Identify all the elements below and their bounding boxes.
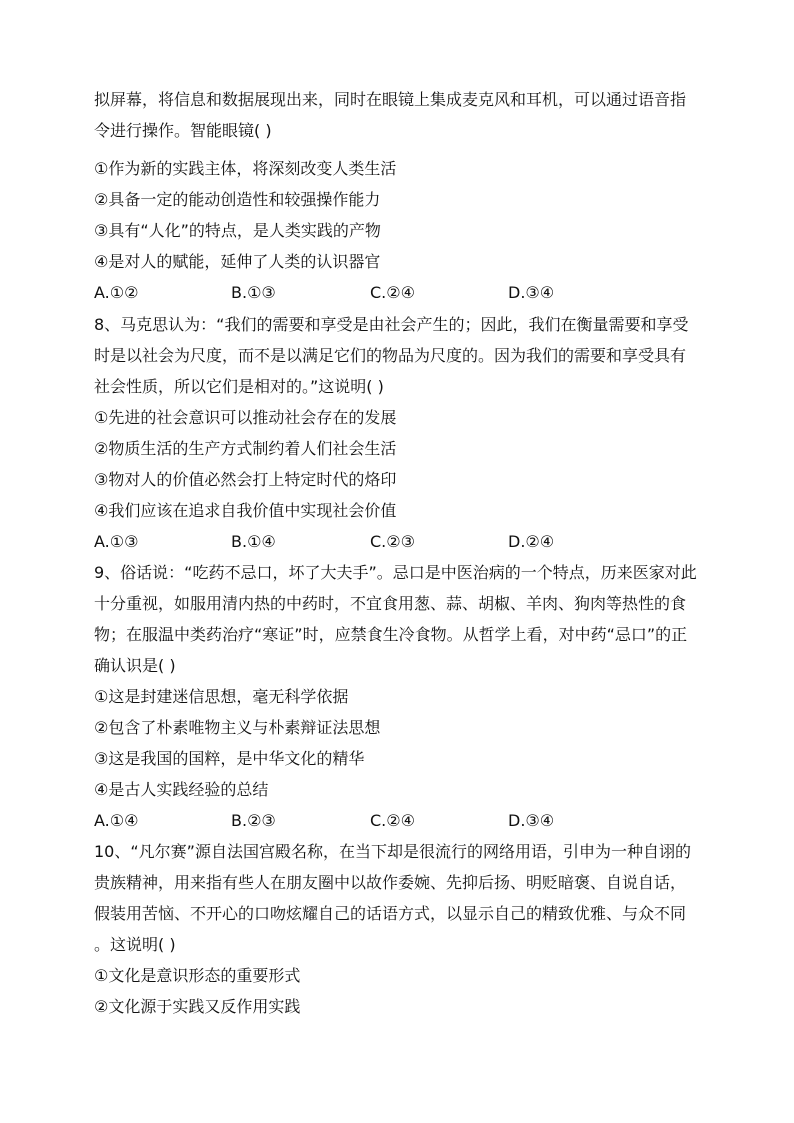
q8-stem-line-2: 时是以社会为尺度，而不是以满足它们的物品为尺度的。因为我们的需要和享受具有 xyxy=(94,346,687,365)
q7-option-d: D.③④ xyxy=(508,283,555,302)
q7-statement-3: ③具有“人化”的特点，是人类实践的产物 xyxy=(94,221,381,240)
q9-statement-2: ②包含了朴素唯物主义与朴素辩证法思想 xyxy=(94,718,381,737)
q10-statement-1: ①文化是意识形态的重要形式 xyxy=(94,966,301,985)
q9-stem-line-4: 确认识是( ) xyxy=(94,656,176,675)
q8-option-d: D.②④ xyxy=(508,532,555,551)
q9-option-c: C.②④ xyxy=(370,811,415,830)
q9-option-a: A.①④ xyxy=(94,811,139,830)
q8-statement-4: ④我们应该在追求自我价值中实现社会价值 xyxy=(94,501,397,520)
q10-stem-line-2: 贵族精神，用来指有些人在朋友圈中以故作委婉、先抑后扬、明贬暗褒、自说自话， xyxy=(94,873,687,892)
q7-statement-2: ②具备一定的能动创造性和较强操作能力 xyxy=(94,190,381,209)
q9-stem-line-2: 十分重视，如服用清内热的中药时，不宜食用葱、蒜、胡椒、羊肉、狗肉等热性的食 xyxy=(94,594,687,613)
q8-stem-line-1: 8、马克思认为：“我们的需要和享受是由社会产生的；因此，我们在衡量需要和享受 xyxy=(94,315,689,334)
q8-option-a: A.①③ xyxy=(94,532,139,551)
q8-options xyxy=(94,530,614,554)
q7-options xyxy=(94,281,614,305)
q7-statement-4: ④是对人的赋能，延伸了人类的认识器官 xyxy=(94,252,381,271)
q9-statement-1: ①这是封建迷信思想，毫无科学依据 xyxy=(94,687,349,706)
q10-stem-line-1: 10、“凡尔赛”源自法国宫殿名称，在当下却是很流行的网络用语，引申为一种自诩的 xyxy=(94,842,691,861)
q8-statement-2: ②物质生活的生产方式制约着人们社会生活 xyxy=(94,439,397,458)
q7-stem-line-1: 拟屏幕，将信息和数据展现出来，同时在眼镜上集成麦克风和耳机，可以通过语音指 xyxy=(94,90,687,109)
q10-stem-line-4: 。这说明( ) xyxy=(94,935,176,954)
q9-option-d: D.③④ xyxy=(508,811,555,830)
q8-statement-3: ③物对人的价值必然会打上特定时代的烙印 xyxy=(94,470,397,489)
q7-option-b: B.①③ xyxy=(231,283,276,302)
q8-option-b: B.①④ xyxy=(231,532,276,551)
q10-statement-2: ②文化源于实践又反作用实践 xyxy=(94,997,301,1016)
q9-option-b: B.②③ xyxy=(231,811,276,830)
q9-stem-line-1: 9、俗话说：“吃药不忌口，坏了大夫手”。忌口是中医治病的一个特点，历来医家对此 xyxy=(94,563,697,582)
q10-stem-line-3: 假装用苦恼、不开心的口吻炫耀自己的话语方式，以显示自己的精致优雅、与众不同 xyxy=(94,904,687,923)
q9-stem-line-3: 物；在服温中类药治疗“寒证”时，应禁食生冷食物。从哲学上看，对中药“忌口”的正 xyxy=(94,625,688,644)
q9-statement-3: ③这是我国的国粹，是中华文化的精华 xyxy=(94,749,365,768)
q9-statement-4: ④是古人实践经验的总结 xyxy=(94,780,269,799)
q7-stem-line-2: 令进行操作。智能眼镜( ) xyxy=(94,121,272,140)
q8-option-c: C.②③ xyxy=(370,532,415,551)
q9-options xyxy=(94,809,614,833)
q7-option-c: C.②④ xyxy=(370,283,415,302)
q8-stem-line-3: 社会性质，所以它们是相对的。”这说明( ) xyxy=(94,377,384,396)
q7-option-a: A.①② xyxy=(94,283,139,302)
q7-statement-1: ①作为新的实践主体，将深刻改变人类生活 xyxy=(94,159,397,178)
q8-statement-1: ①先进的社会意识可以推动社会存在的发展 xyxy=(94,408,397,427)
